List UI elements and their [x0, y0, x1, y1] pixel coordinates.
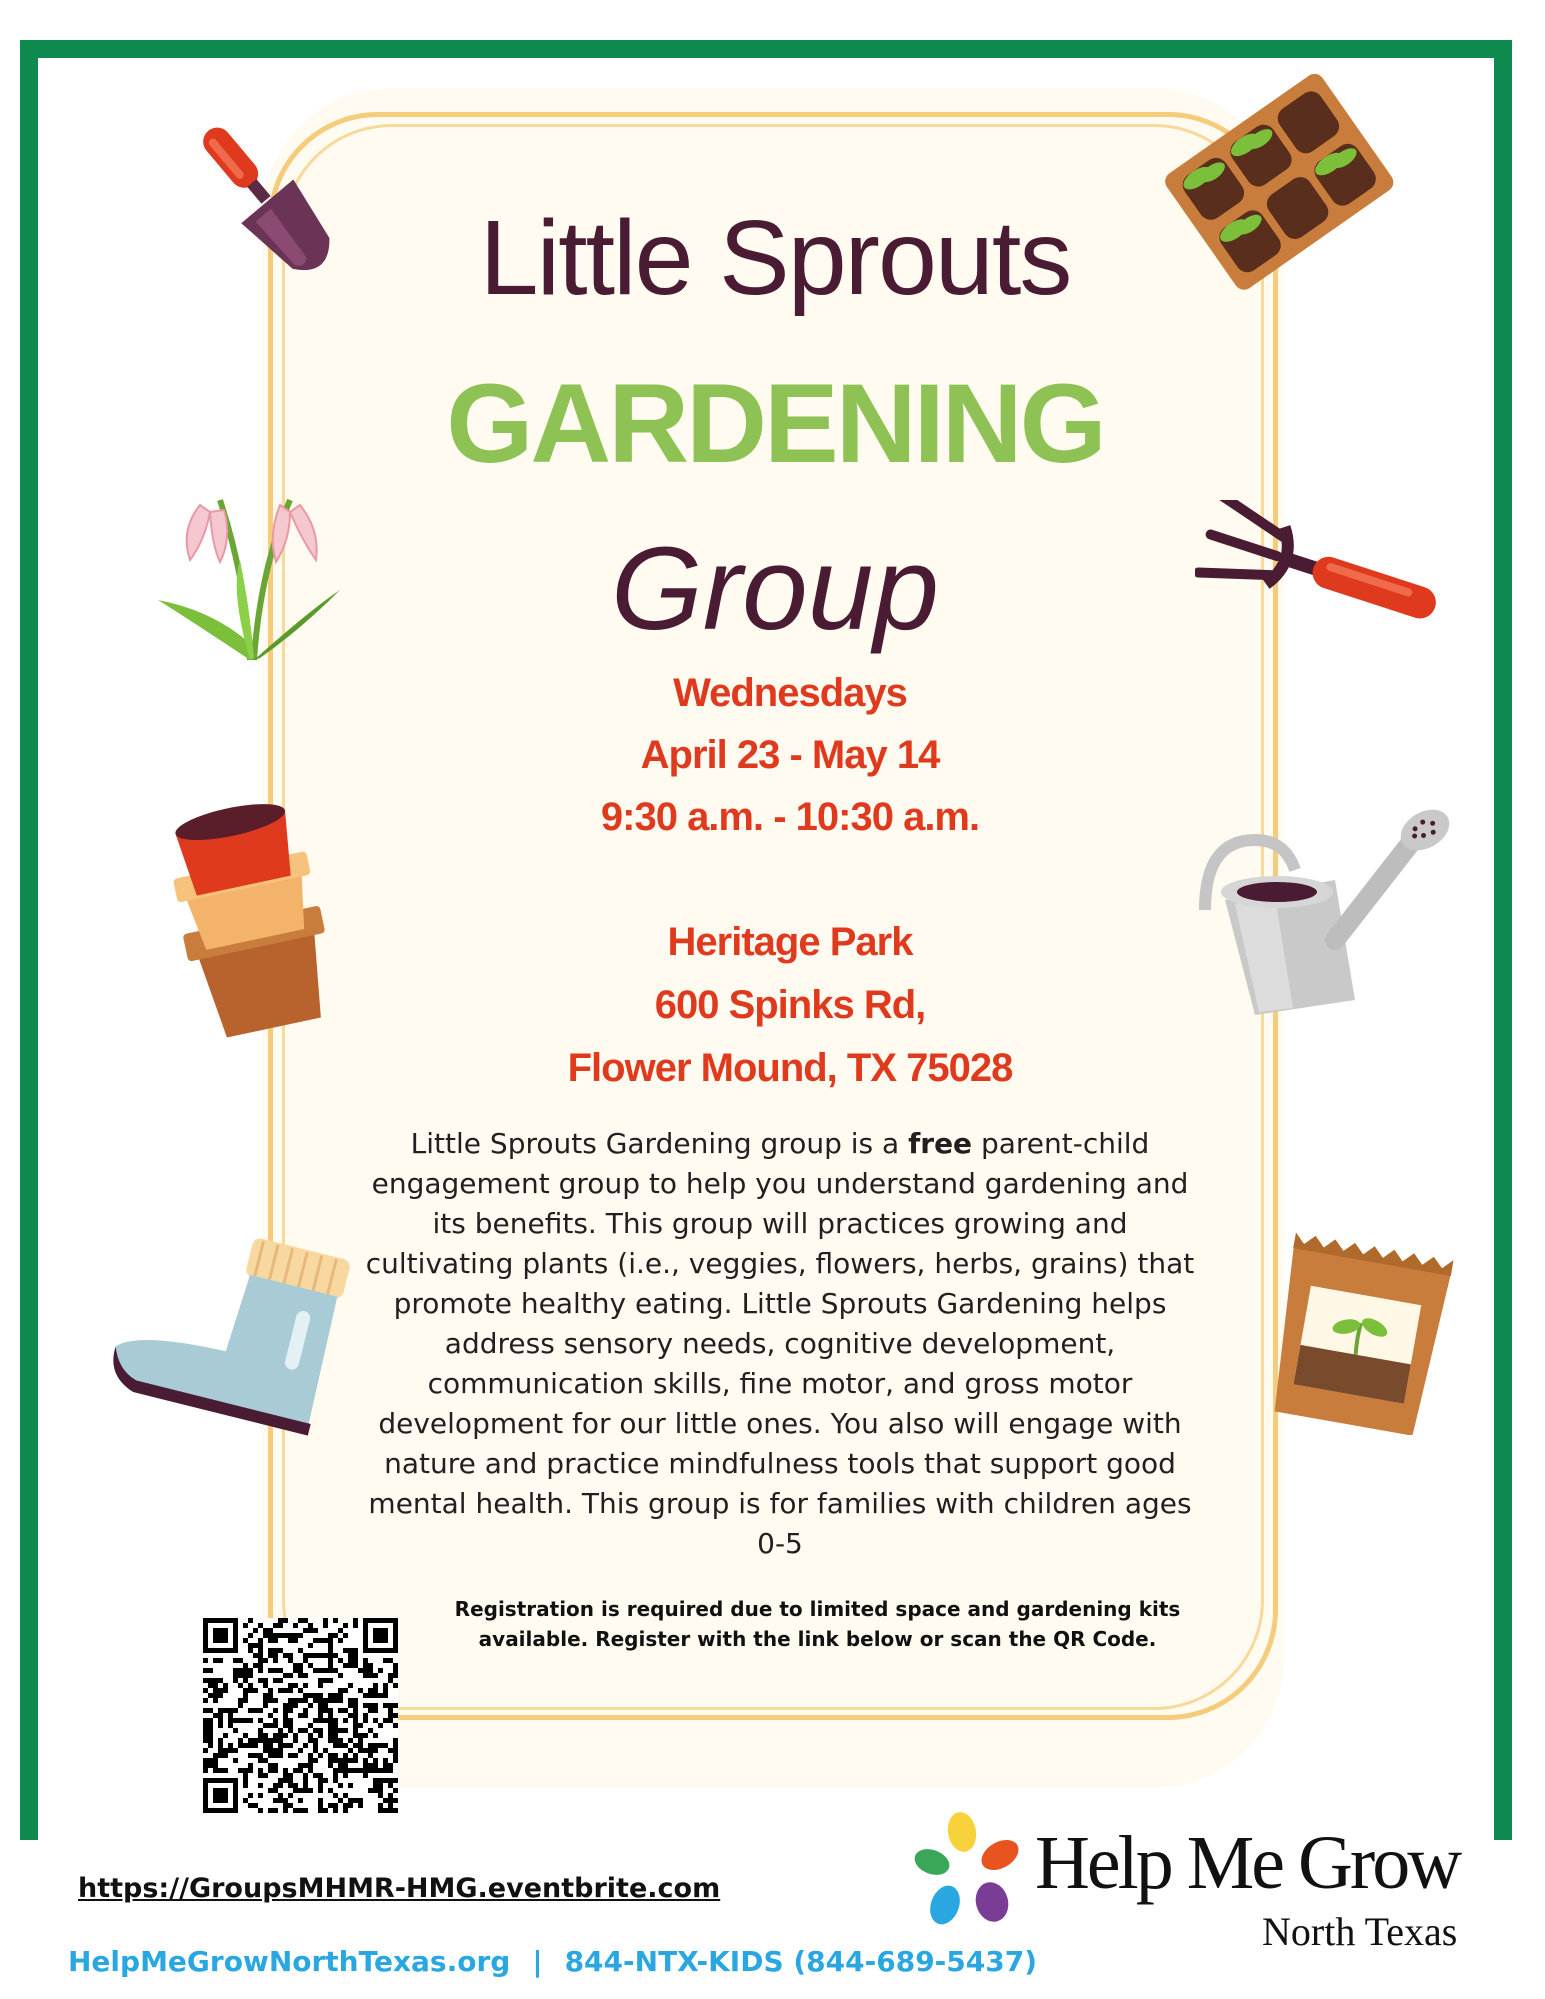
logo-region: North Texas	[1262, 1909, 1458, 1954]
location-city: Flower Mound, TX 75028	[567, 1046, 1013, 1090]
flower-pots-icon	[150, 790, 350, 1040]
footer-phone-link[interactable]: 844-NTX-KIDS (844-689-5437)	[564, 1945, 1038, 1978]
description-text-rest: parent-child engagement group to help you understand gardening and its benefits. This group will practices growing and cultivating plants (i.e., veggies, flowers, herbs, grains) that promote healthy eating. Little Sprouts Gardening helps address sensory needs, cognitive development, communication skills, fine motor, and gross motor development for our little ones. You also will engage with nature and practice mindfulness tools that support good mental health. This group is for families with children ages 0-5	[365, 1127, 1195, 1560]
description-paragraph	[360, 1124, 1200, 1564]
title-line-3: Group	[611, 523, 939, 655]
description-text-start: Little Sprouts Gardening group is a	[410, 1127, 909, 1160]
location-name: Heritage Park	[667, 920, 913, 964]
footer-contact	[68, 1945, 1037, 1978]
registration-note: Registration is required due to limited space and gardening kits available. Register with the link below or scan the QR Code.	[454, 1597, 1181, 1651]
logo-name: Help Me Grow	[1035, 1821, 1460, 1905]
watering-can-icon	[1185, 800, 1455, 1030]
registration-link[interactable]: https://GroupsMHMR-HMG.eventbrite.com	[78, 1873, 721, 1904]
description-free-emphasis: free	[908, 1127, 973, 1160]
rain-boot-icon	[110, 1225, 360, 1440]
event-day: Wednesdays	[673, 671, 907, 715]
event-dates: April 23 - May 14	[640, 733, 940, 777]
footer-separator: |	[532, 1945, 543, 1978]
garden-fork-icon	[1195, 500, 1445, 640]
footer-website-link[interactable]: HelpMeGrowNorthTexas.org	[68, 1945, 511, 1978]
snowdrop-flower-icon	[150, 440, 350, 670]
event-time: 9:30 a.m. - 10:30 a.m.	[600, 795, 980, 839]
help-me-grow-logo-icon	[910, 1810, 1030, 1935]
trowel-icon	[175, 108, 365, 298]
title-line-1: Little Sprouts	[479, 199, 1071, 317]
qr-code-icon[interactable]	[203, 1618, 398, 1813]
seed-bag-icon	[1260, 1225, 1460, 1435]
seedling-tray-icon	[1160, 70, 1410, 310]
title-line-2: GARDENING	[446, 361, 1104, 486]
location-street: 600 Spinks Rd,	[654, 983, 926, 1027]
